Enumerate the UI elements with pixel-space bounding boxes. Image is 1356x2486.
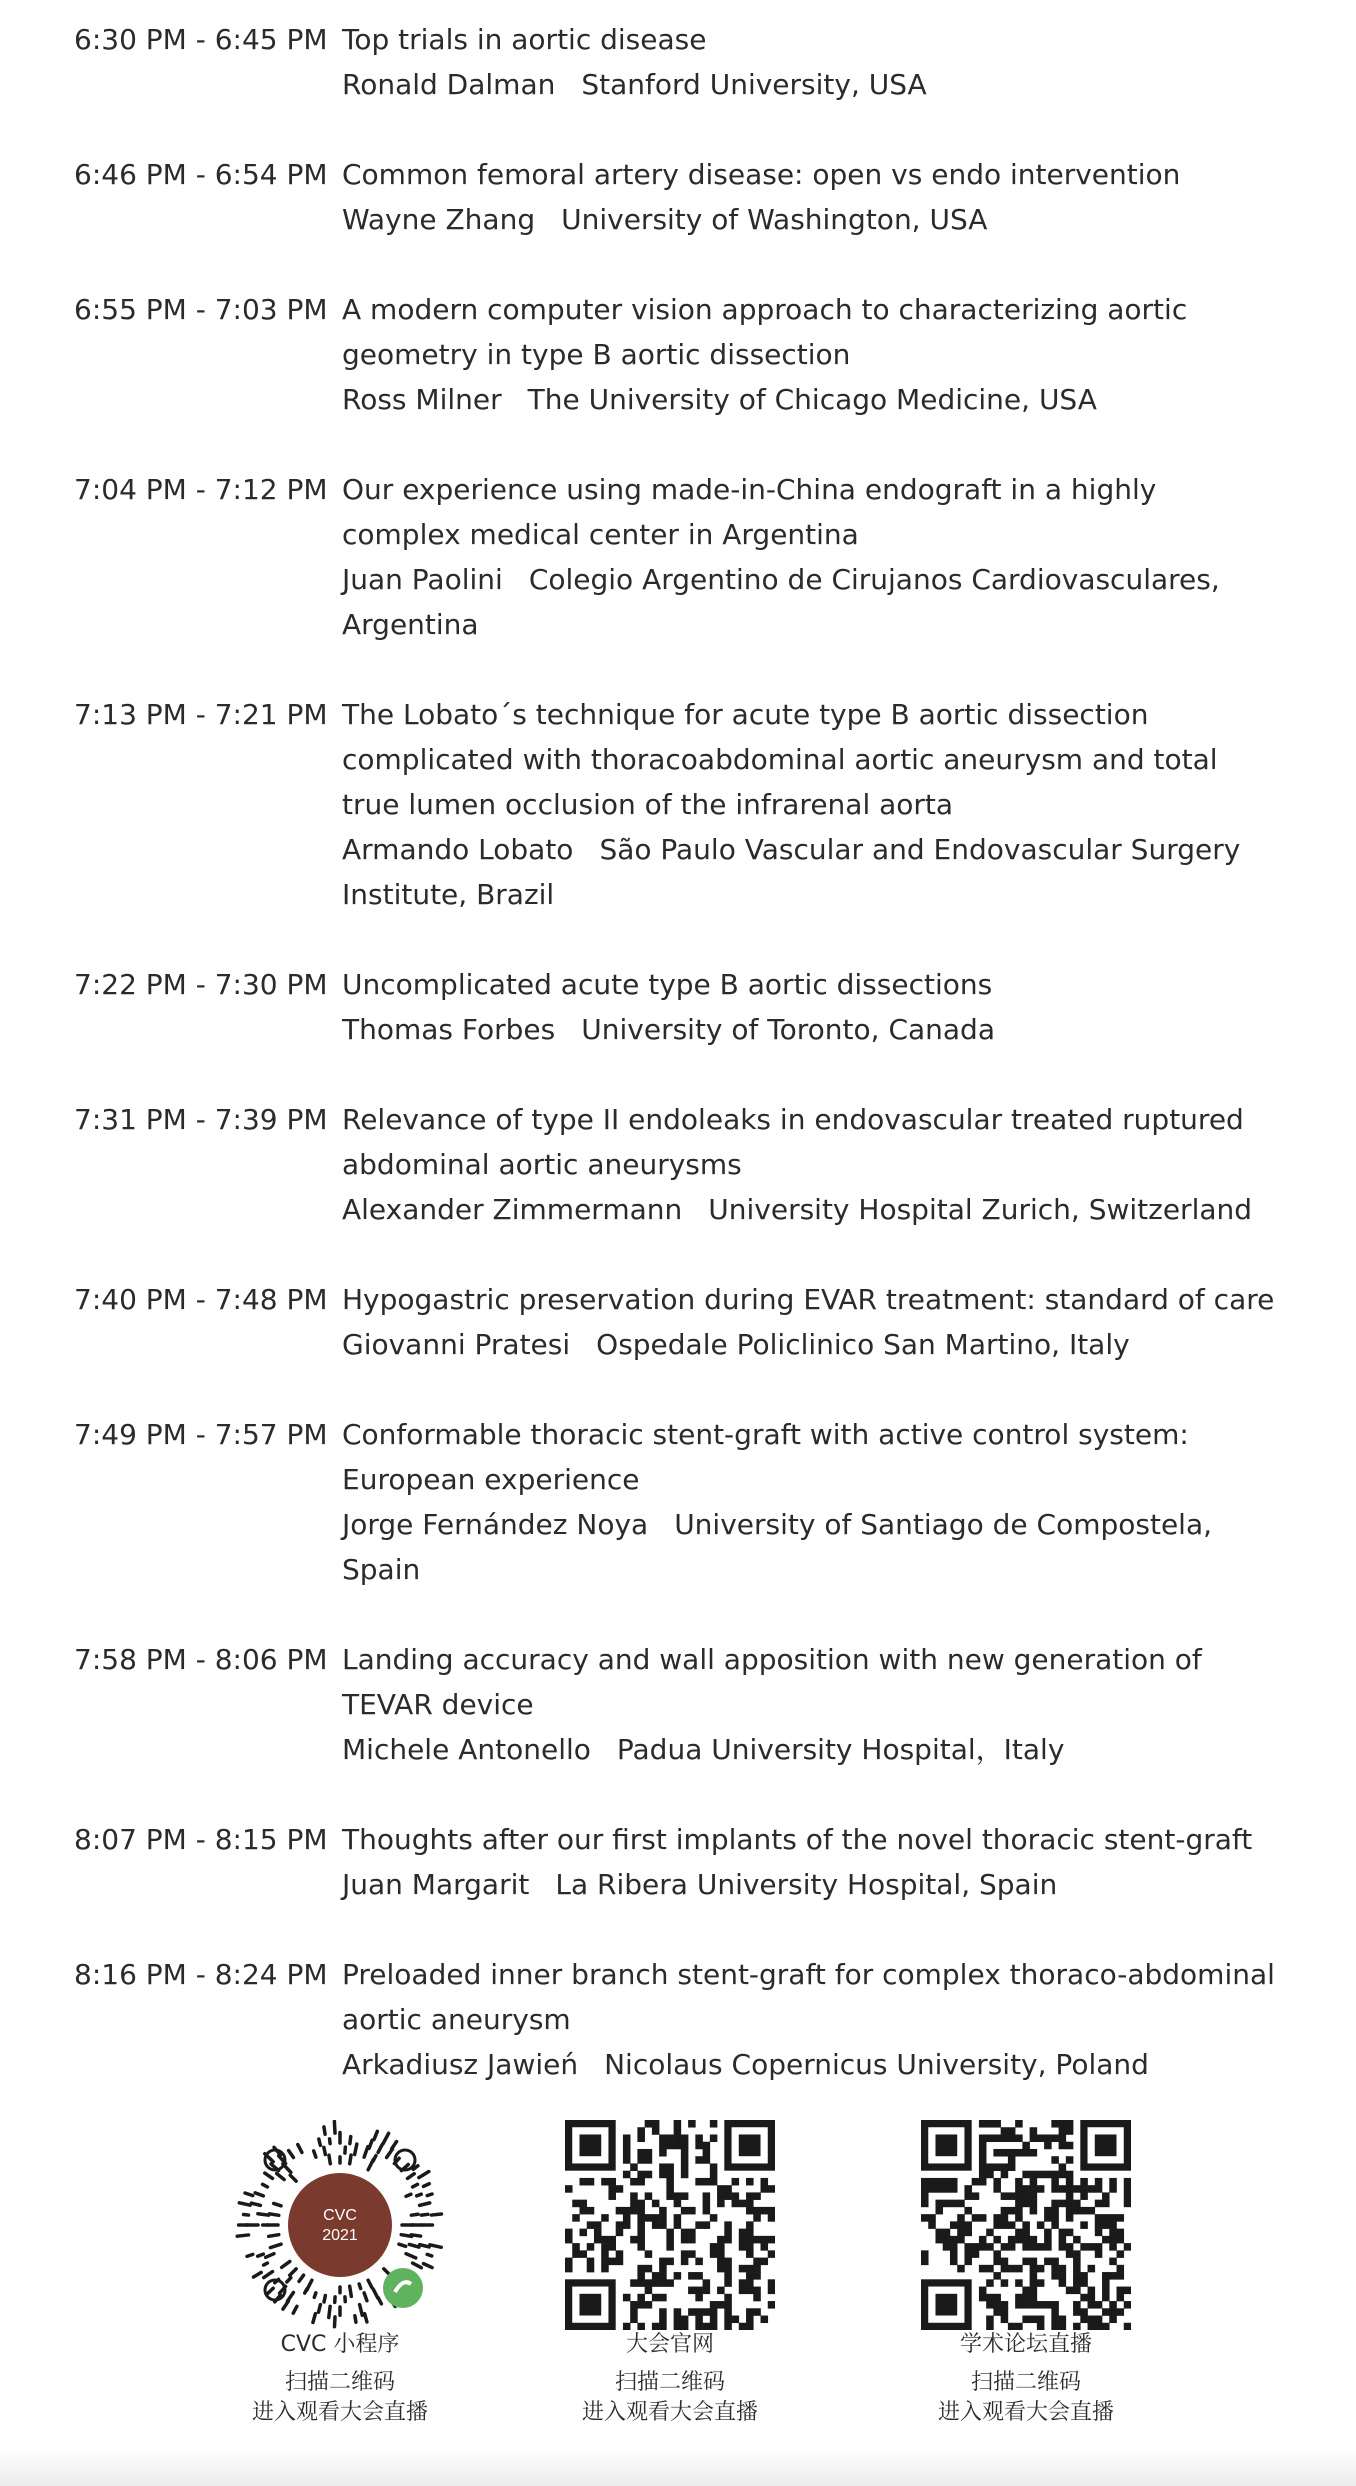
qr-instruction-line1: 扫描二维码 — [614, 2370, 725, 2395]
mini-program-qr-block — [190, 2120, 490, 2428]
session-title: Landing accuracy and wall apposition with new generation of TEVAR device — [342, 1643, 1202, 1721]
session-speaker-line — [342, 2042, 1282, 2087]
session-time: 7:04 PM - 7:12 PM — [74, 473, 328, 506]
session-row — [0, 1817, 1356, 1907]
session-time: 7:22 PM - 7:30 PM — [74, 968, 328, 1001]
cvc-logo-text-top: CVC — [323, 2207, 357, 2224]
speaker-name: Jorge Fernández Noya — [342, 1508, 649, 1541]
session-title: A modern computer vision approach to characterizing aortic geometry in type B aortic dissection — [342, 293, 1188, 371]
session-time: 7:58 PM - 8:06 PM — [74, 1643, 328, 1676]
schedule-list — [0, 17, 1356, 2132]
session-body — [342, 17, 1282, 107]
speaker-name: Juan Margarit — [342, 1868, 530, 1901]
session-body — [342, 1412, 1282, 1592]
session-title: The Lobato´s technique for acute type B aortic dissection complicated with thoracoabdominal aortic aneurysm and total true lumen occlusion of the infrarenal aorta — [342, 698, 1218, 821]
session-row — [0, 1412, 1356, 1592]
session-row — [0, 467, 1356, 647]
session-title: Preloaded inner branch stent-graft for complex thoraco-abdominal aortic aneurysm — [342, 1958, 1275, 2036]
session-body — [342, 287, 1282, 422]
speaker-affiliation: University Hospital Zurich, Switzerland — [708, 1193, 1253, 1226]
qr-code-section — [0, 2120, 1356, 2486]
speaker-affiliation: University of Santiago de Compostela, Spain — [342, 1508, 1213, 1586]
session-speaker-line — [342, 557, 1282, 647]
session-time: 8:16 PM - 8:24 PM — [74, 1958, 328, 1991]
session-speaker-line — [342, 197, 1282, 242]
qr-label: 学术论坛直播 — [959, 2332, 1092, 2357]
qr-caption — [520, 2330, 820, 2428]
speaker-affiliation: Colegio Argentino de Cirujanos Cardiovasculares, Argentina — [342, 563, 1220, 641]
cvc-logo-circle — [288, 2173, 392, 2277]
session-row — [0, 962, 1356, 1052]
website-qr-block — [520, 2120, 820, 2428]
livestream-qr-block — [876, 2120, 1176, 2428]
speaker-name: Wayne Zhang — [342, 203, 536, 236]
speaker-affiliation: Padua University Hospital，Italy — [616, 1733, 1065, 1766]
session-title: Hypogastric preservation during EVAR treatment: standard of care — [342, 1283, 1275, 1316]
session-row — [0, 152, 1356, 242]
session-row — [0, 1637, 1356, 1772]
qr-instruction-line2: 进入观看大会直播 — [937, 2400, 1114, 2425]
speaker-name: Giovanni Pratesi — [342, 1328, 571, 1361]
session-row — [0, 17, 1356, 107]
session-body — [342, 467, 1282, 647]
speaker-affiliation: Nicolaus Copernicus University, Poland — [604, 2048, 1149, 2081]
speaker-name: Michele Antonello — [342, 1733, 591, 1766]
session-speaker-line — [342, 827, 1282, 917]
qr-label: CVC 小程序 — [280, 2332, 400, 2357]
session-body — [342, 1817, 1282, 1907]
session-time: 7:49 PM - 7:57 PM — [74, 1418, 328, 1451]
qr-instruction-line1: 扫描二维码 — [284, 2370, 395, 2395]
session-time: 6:55 PM - 7:03 PM — [74, 293, 328, 326]
session-title: Top trials in aortic disease — [342, 23, 707, 56]
wechat-badge-icon — [383, 2268, 423, 2308]
qr-caption — [190, 2330, 490, 2428]
session-speaker-line — [342, 62, 1282, 107]
qr-instruction-line2: 进入观看大会直播 — [251, 2400, 428, 2425]
session-time: 6:46 PM - 6:54 PM — [74, 158, 328, 191]
session-row — [0, 692, 1356, 917]
session-speaker-line — [342, 1007, 1282, 1052]
speaker-affiliation: University of Washington, USA — [561, 203, 988, 236]
session-speaker-line — [342, 1502, 1282, 1592]
speaker-affiliation: Stanford University, USA — [581, 68, 927, 101]
cvc-logo-text-bottom: 2021 — [322, 2227, 358, 2244]
qr-label: 大会官网 — [625, 2332, 714, 2357]
session-body — [342, 1097, 1282, 1232]
livestream-qr-icon[interactable] — [921, 2120, 1131, 2330]
session-time: 7:31 PM - 7:39 PM — [74, 1103, 328, 1136]
speaker-affiliation: Ospedale Policlinico San Martino, Italy — [596, 1328, 1130, 1361]
session-time: 7:13 PM - 7:21 PM — [74, 698, 328, 731]
session-row — [0, 287, 1356, 422]
session-title: Uncomplicated acute type B aortic dissections — [342, 968, 993, 1001]
speaker-affiliation: La Ribera University Hospital, Spain — [555, 1868, 1058, 1901]
session-title: Thoughts after our first implants of the novel thoracic stent-graft — [342, 1823, 1253, 1856]
speaker-name: Ross Milner — [342, 383, 502, 416]
session-speaker-line — [342, 377, 1282, 422]
bottom-fade — [0, 2448, 1356, 2486]
session-time: 6:30 PM - 6:45 PM — [74, 23, 328, 56]
speaker-affiliation: São Paulo Vascular and Endovascular Surgery Institute, Brazil — [342, 833, 1241, 911]
session-row — [0, 1097, 1356, 1232]
session-body — [342, 1952, 1282, 2087]
qr-instruction-line2: 进入观看大会直播 — [581, 2400, 758, 2425]
session-speaker-line — [342, 1322, 1282, 1367]
session-row — [0, 1277, 1356, 1367]
speaker-affiliation: University of Toronto, Canada — [581, 1013, 995, 1046]
speaker-name: Armando Lobato — [342, 833, 574, 866]
speaker-name: Arkadiusz Jawień — [342, 2048, 579, 2081]
website-qr-icon[interactable] — [565, 2120, 775, 2330]
session-time: 8:07 PM - 8:15 PM — [74, 1823, 328, 1856]
session-title: Our experience using made-in-China endograft in a highly complex medical center in Argentina — [342, 473, 1157, 551]
session-speaker-line — [342, 1727, 1282, 1772]
session-speaker-line — [342, 1187, 1282, 1232]
speaker-name: Juan Paolini — [342, 563, 503, 596]
speaker-name: Alexander Zimmermann — [342, 1193, 683, 1226]
speaker-name: Ronald Dalman — [342, 68, 556, 101]
session-title: Common femoral artery disease: open vs endo intervention — [342, 158, 1181, 191]
session-body — [342, 692, 1282, 917]
speaker-name: Thomas Forbes — [342, 1013, 556, 1046]
session-body — [342, 152, 1282, 242]
session-body — [342, 1637, 1282, 1772]
session-row — [0, 1952, 1356, 2087]
qr-caption — [876, 2330, 1176, 2428]
qr-instruction-line1: 扫描二维码 — [970, 2370, 1081, 2395]
session-title: Conformable thoracic stent-graft with active control system: European experience — [342, 1418, 1189, 1496]
session-title: Relevance of type II endoleaks in endovascular treated ruptured abdominal aortic aneurysms — [342, 1103, 1244, 1181]
session-body — [342, 1277, 1282, 1367]
mini-program-qr-icon[interactable] — [235, 2120, 445, 2330]
session-body — [342, 962, 1282, 1052]
session-time: 7:40 PM - 7:48 PM — [74, 1283, 328, 1316]
speaker-affiliation: The University of Chicago Medicine, USA — [527, 383, 1097, 416]
session-speaker-line — [342, 1862, 1282, 1907]
